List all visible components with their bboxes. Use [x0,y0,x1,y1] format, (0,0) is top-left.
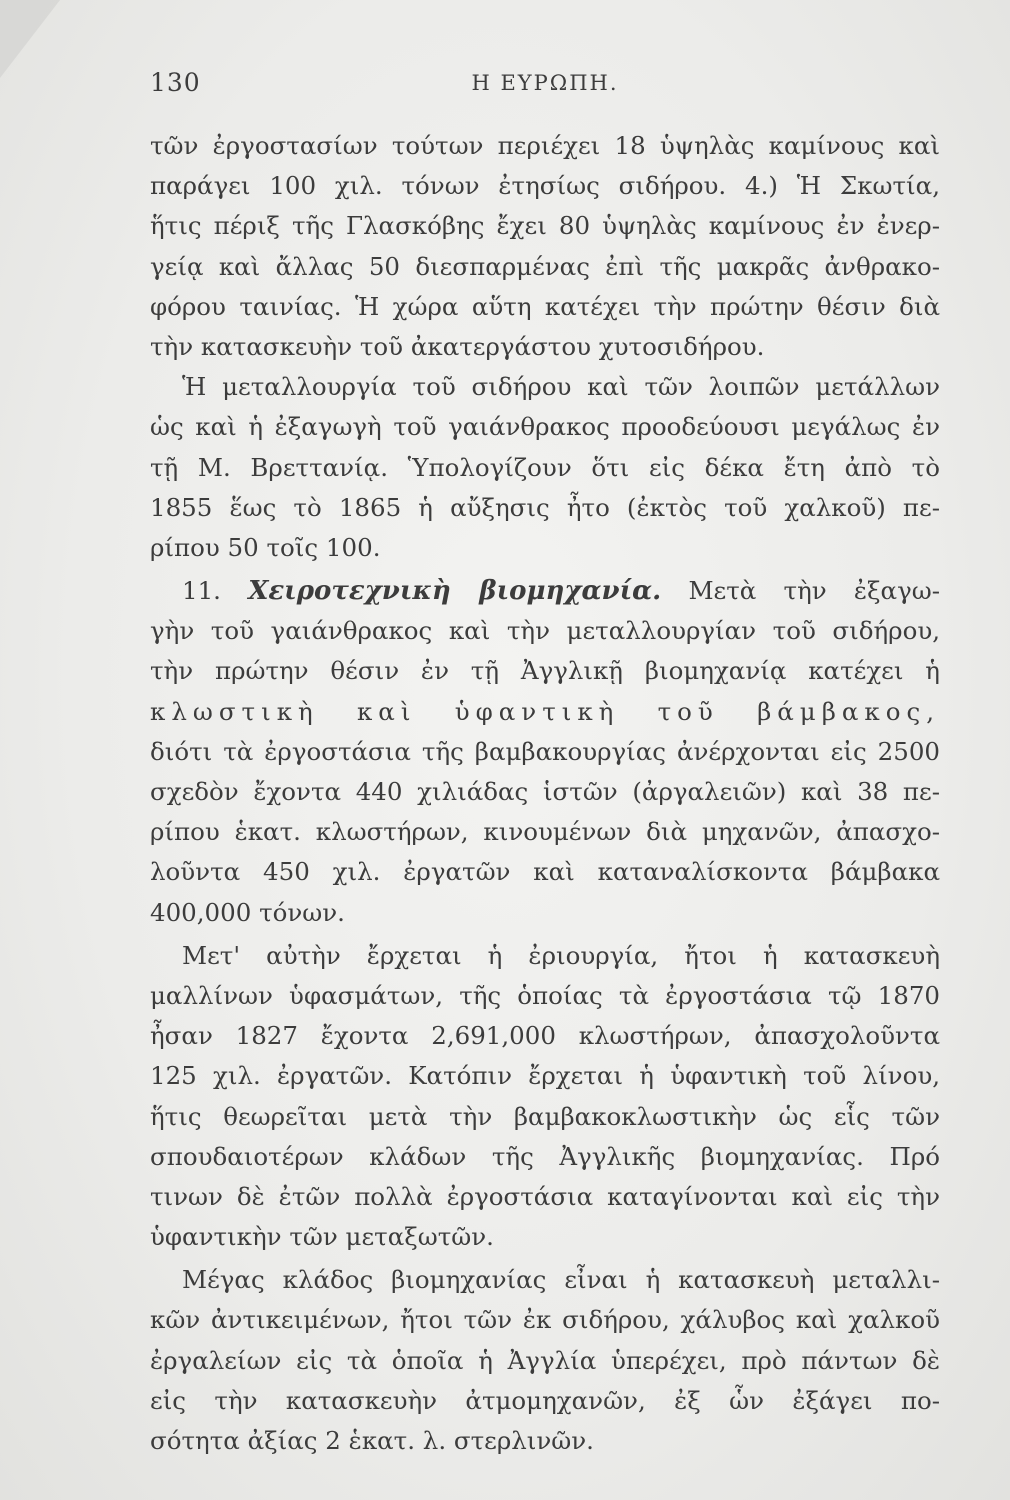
text-line: κῶν ἀντικειμένων, ἤτοι τῶν ἐκ σιδήρου, χάλυβος καὶ χαλκοῦ [150,1305,940,1335]
text-line: Ἡ μεταλλουργία τοῦ σιδήρου καὶ τῶν λοιπῶν μετάλλων [182,372,940,402]
section-heading-line [150,571,940,611]
text-line: ἥτις θεωρεῖται μετὰ τὴν βαμβακοκλωστικὴν ὡς εἷς τῶν [150,1101,940,1131]
text-line: εἰς τὴν κατασκευὴν ἀτμομηχανῶν, ἐξ ὧν ἐξάγει πο- [150,1385,940,1415]
text-line: φόρου ταινίας. Ἡ χώρα αὕτη κατέχει τὴν πρώτην θέσιν διὰ [150,291,940,321]
text-line: γείᾳ καὶ ἄλλας 50 διεσπαρμένας ἐπὶ τῆς μακρᾶς ἀνθρακο- [150,251,940,281]
paragraph-2 [150,367,940,568]
section-title: Χειροτεχνικὴ βιομηχανία. [248,576,662,607]
text-line: σχεδὸν ἔχοντα 440 χιλιάδας ἱστῶν (ἀργαλειῶν) καὶ 38 πε- [150,777,940,806]
text-line: ἦσαν 1827 ἔχοντα 2,691,000 κλωστήρων, ἀπασχολοῦντα [150,1021,940,1051]
page-body [150,126,940,1461]
text-line: 1855 ἕως τὸ 1865 ἡ αὔξησις ἦτο (ἐκτὸς τοῦ χαλκοῦ) πε- [150,492,940,522]
text-line: μαλλίνων ὑφασμάτων, τῆς ὁποίας τὰ ἐργοστάσια τῷ 1870 [150,980,940,1010]
text-line: σπουδαιοτέρων κλάδων τῆς Ἀγγλικῆς βιομηχανίας. Πρό [150,1141,940,1171]
paragraph-5 [150,1260,940,1461]
text-line: σότητα ἀξίας 2 ἑκατ. λ. στερλινῶν. [150,1426,594,1455]
text-line: 400,000 τόνων. [150,897,345,927]
text-line: τὴν πρώτην θέσιν ἐν τῇ Ἀγγλικῇ βιομηχανίᾳ κατέχει ἡ [150,656,940,686]
text-line: κλωστικὴ καὶ ὑφαντικὴ τοῦ βάμβακος, [150,696,940,726]
text-line: 125 χιλ. ἐργατῶν. Κατόπιν ἔρχεται ἡ ὑφαντικὴ τοῦ λίνου, [150,1061,940,1091]
page-header [150,68,940,108]
page-number: 130 [150,68,201,97]
text-line: ὡς καὶ ἡ ἐξαγωγὴ τοῦ γαιάνθρακος προοδεύουσι μεγάλως ἐν [150,412,940,442]
running-head: Η ΕΥΡΩΠΗ. [471,71,619,95]
paragraph-4 [150,936,940,1258]
text-line: ἥτις πέριξ τῆς Γλασκόβης ἔχει 80 ὑψηλὰς καμίνους ἐν ἐνερ- [150,211,940,241]
text-line: ρίπου ἑκατ. κλωστήρων, κινουμένων διὰ μηχανῶν, ἀπασχο- [150,817,940,847]
section-number: 11. [182,576,221,606]
text-line: Μέγας κλάδος βιομηχανίας εἶναι ἡ κατασκευὴ μεταλλι- [182,1265,940,1295]
text-line: διότι τὰ ἐργοστάσια τῆς βαμβακουργίας ἀνέρχονται εἰς 2500 [150,736,940,766]
text-line: παράγει 100 χιλ. τόνων ἐτησίως σιδήρου. 4.) Ἡ Σκωτία, [150,171,940,201]
text-line: ἐργαλείων εἰς τὰ ὁποῖα ἡ Ἀγγλία ὑπερέχει, πρὸ πάντων δὲ [150,1345,940,1375]
heading-line-rest: Μετὰ τὴν ἐξαγω- [688,576,940,606]
text-line: ὑφαντικὴν τῶν μεταξωτῶν. [150,1222,494,1252]
text-line: Μετ' αὐτὴν ἔρχεται ἡ ἐριουργία, ἤτοι ἡ κατασκευὴ [182,940,940,970]
text-line: ρίπου 50 τοῖς 100. [150,532,381,562]
text-line: γὴν τοῦ γαιάνθρακος καὶ τὴν μεταλλουργίαν τοῦ σιδήρου, [150,616,940,646]
text-line: τῇ Μ. Βρεττανίᾳ. Ὑπολογίζουν ὅτι εἰς δέκα ἔτη ἀπὸ τὸ [150,452,940,482]
paragraph-3 [150,571,940,933]
page-corner-shadow [0,0,60,78]
paragraph-1 [150,126,940,367]
text-line: τῶν ἐργοστασίων τούτων περιέχει 18 ὑψηλὰς καμίνους καὶ [150,131,940,160]
text-line: λοῦντα 450 χιλ. ἐργατῶν καὶ καταναλίσκοντα βάμβακα [150,857,940,887]
text-line: τὴν κατασκευὴν τοῦ ἀκατεργάστου χυτοσιδήρου. [150,331,765,361]
text-line: τινων δὲ ἐτῶν πολλὰ ἐργοστάσια καταγίνονται καὶ εἰς τὴν [150,1181,940,1211]
